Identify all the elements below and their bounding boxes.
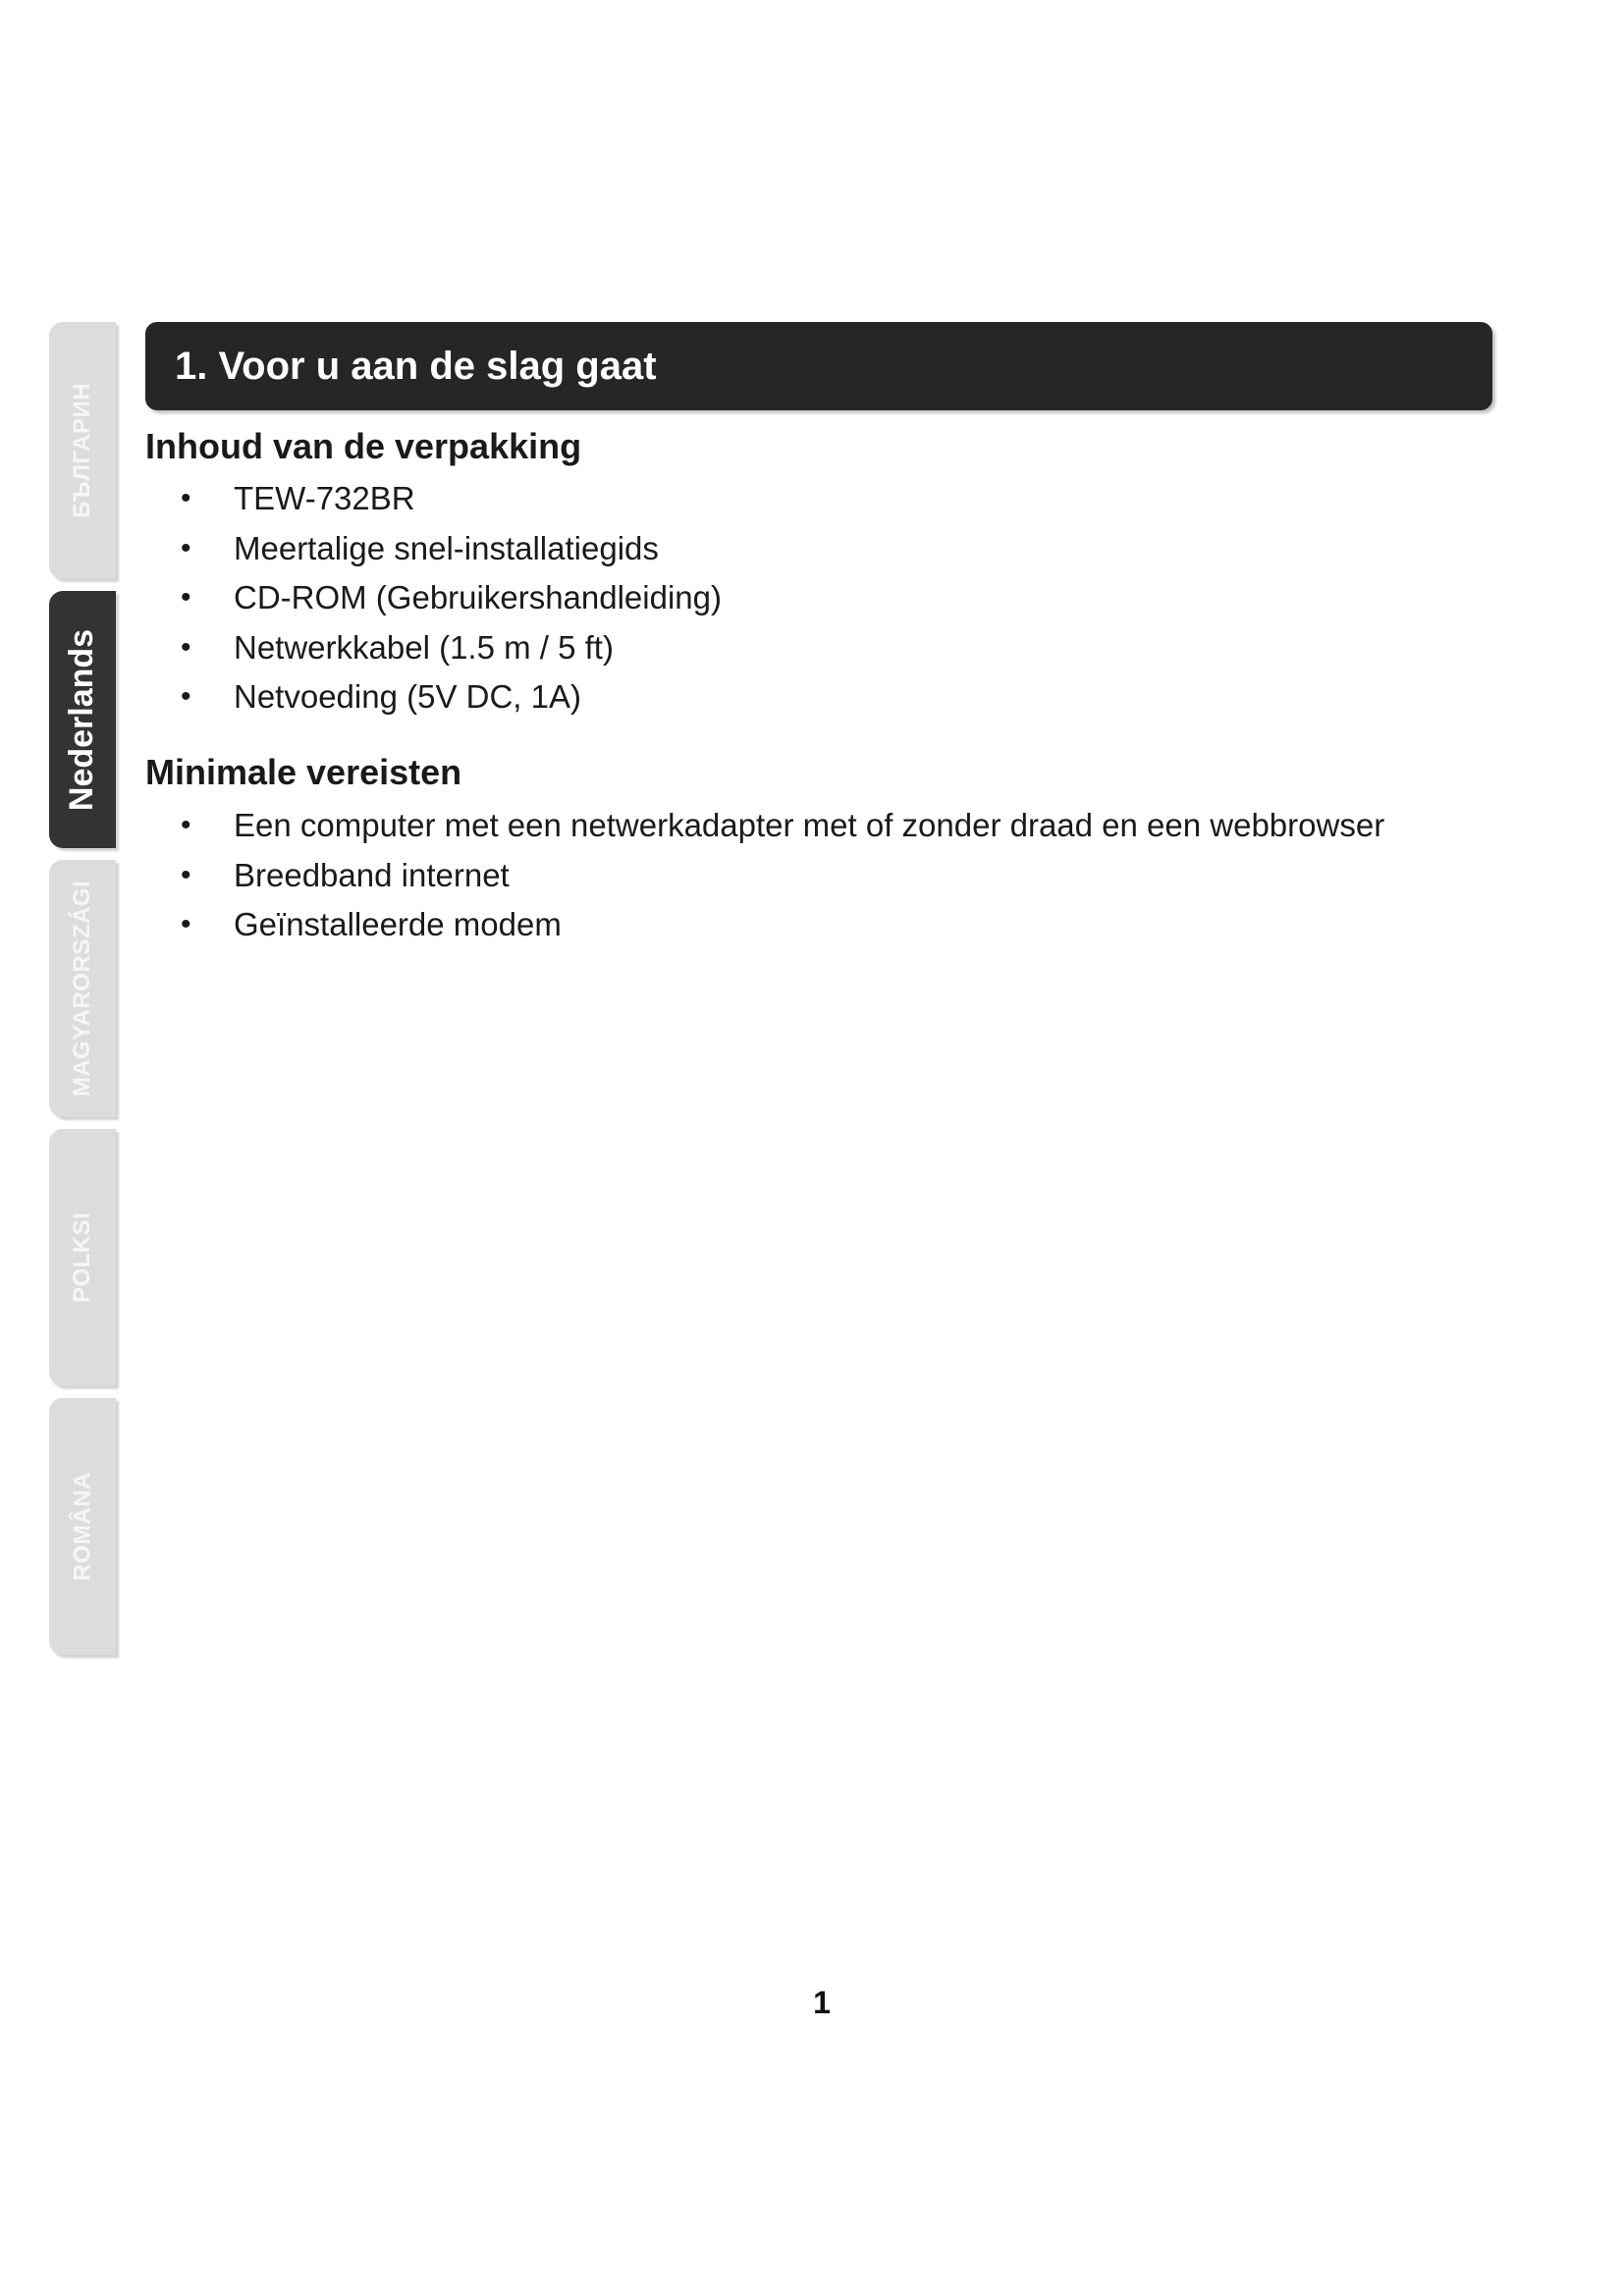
- list-item-text: Een computer met een netwerkadapter met of zonder draad en een webbrowser: [234, 807, 1385, 843]
- list-item-text: Netwerkkabel (1.5 m / 5 ft): [234, 628, 614, 666]
- language-tab-dutch[interactable]: [49, 591, 116, 848]
- list-item-text: Meertalige snel-installatiegids: [234, 529, 659, 566]
- page-number: 1: [813, 1985, 831, 2020]
- language-tab-label: MAGYARORSZÁGI: [69, 880, 96, 1097]
- language-tab-romanian[interactable]: [49, 1398, 116, 1655]
- chapter-title-bar: [145, 322, 1492, 410]
- package-contents-heading: Inhoud van de verpakking: [145, 426, 582, 466]
- bullet-icon: •: [181, 680, 191, 713]
- bullet-icon: •: [181, 908, 191, 940]
- language-tab-hungarian[interactable]: [49, 860, 116, 1117]
- bullet-icon: •: [181, 531, 191, 564]
- language-tab-bulgarian[interactable]: [49, 322, 116, 579]
- language-tab-label: POLKSI: [69, 1211, 95, 1304]
- list-item-text: Breedband internet: [234, 856, 510, 893]
- bullet-icon: •: [181, 858, 191, 891]
- list-item-text: Netvoeding (5V DC, 1A): [234, 678, 581, 715]
- minimum-requirements-heading: Minimale vereisten: [145, 752, 462, 792]
- list-item-text: Geïnstalleerde modem: [234, 906, 562, 942]
- bullet-icon: •: [181, 482, 191, 514]
- list-item-text: CD-ROM (Gebruikershandleiding): [234, 579, 722, 615]
- bullet-icon: •: [181, 581, 191, 614]
- bullet-icon: •: [181, 809, 191, 841]
- language-tab-polish[interactable]: [49, 1129, 116, 1386]
- chapter-title: 1. Voor u aan de slag gaat: [175, 344, 657, 388]
- language-tab-label: БЪЛГАРИН: [69, 382, 95, 519]
- bullet-icon: •: [181, 630, 191, 664]
- language-tab-label: Nederlands: [63, 628, 101, 811]
- language-tab-label: ROMÂNA: [69, 1471, 95, 1581]
- list-item-text: TEW-732BR: [234, 480, 415, 516]
